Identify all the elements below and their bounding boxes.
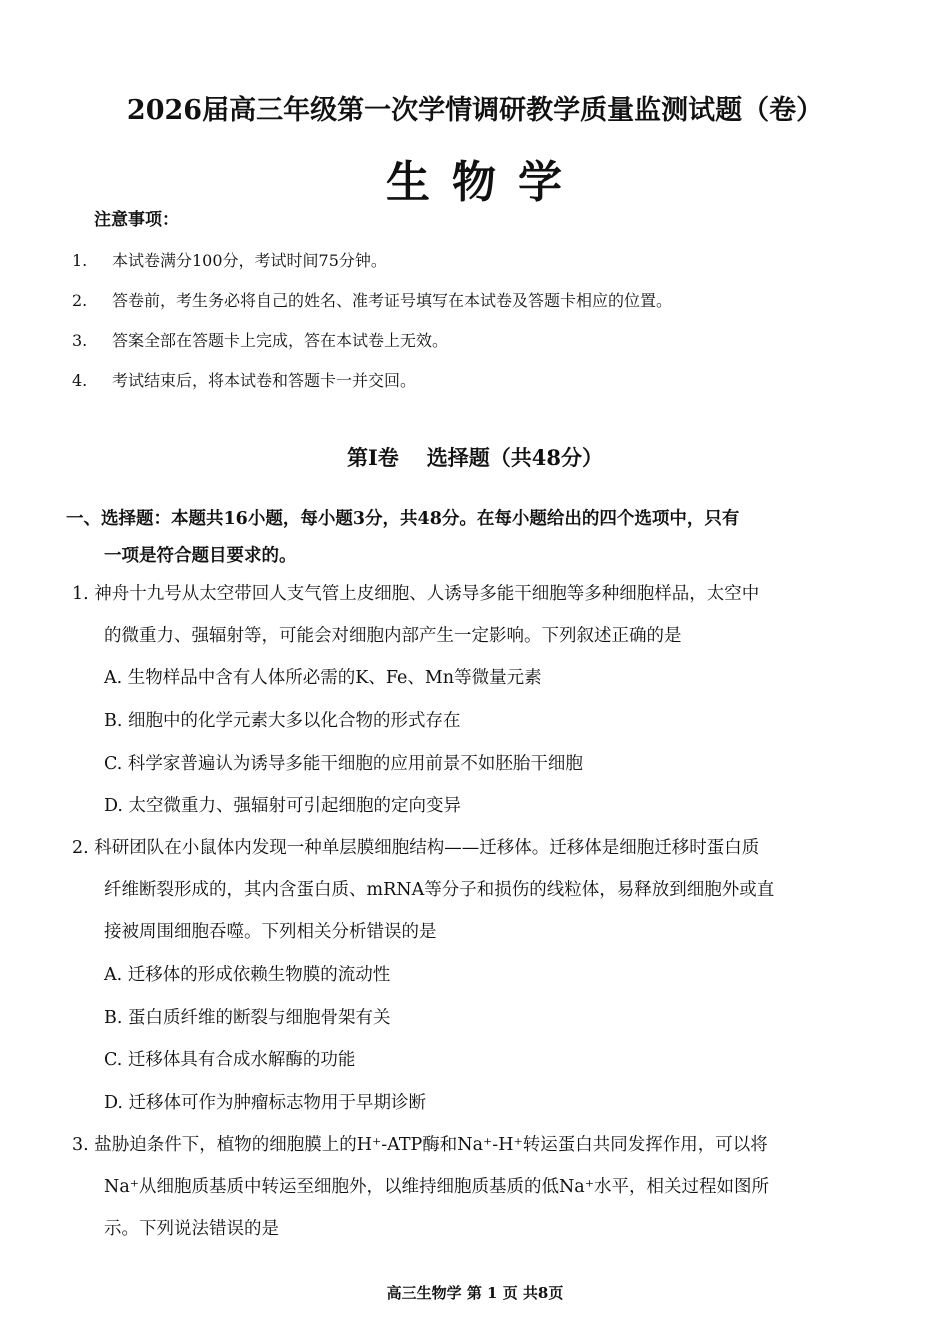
notice-item-text: 本试卷满分100分，考试时间75分钟。 bbox=[112, 251, 387, 270]
section-part-label: 第Ⅰ卷 bbox=[346, 445, 399, 470]
notice-item-text: 答卷前，考生务必将自己的姓名、准考证号填写在本试卷及答题卡相应的位置。 bbox=[112, 291, 673, 310]
question-1-stem: 的微重力、强辐射等，可能会对细胞内部产生一定影响。下列叙述正确的是 bbox=[104, 626, 682, 646]
question-3-stem: 示。下列说法错误的是 bbox=[104, 1219, 279, 1239]
question-2-option-c: C. 迁移体具有合成水解酶的功能 bbox=[104, 1050, 356, 1070]
notice-item-text: 答案全部在答题卡上完成，答在本试卷上无效。 bbox=[112, 331, 449, 350]
notice-item-number: 1. bbox=[72, 251, 88, 270]
page-footer: 高三生物学 第 1 页 共8页 bbox=[386, 1284, 564, 1302]
question-2-option-b: B. 蛋白质纤维的断裂与细胞骨架有关 bbox=[104, 1008, 391, 1028]
notice-item bbox=[72, 288, 672, 311]
question-1-option-d: D. 太空微重力、强辐射可引起细胞的定向变异 bbox=[104, 796, 462, 816]
question-1-option-a: A. 生物样品中含有人体所必需的K、Fe、Mn等微量元素 bbox=[104, 668, 542, 688]
notice-item-text: 考试结束后，将本试卷和答题卡一并交回。 bbox=[112, 371, 417, 390]
question-2-option-a: A. 迁移体的形成依赖生物膜的流动性 bbox=[104, 965, 391, 985]
section-heading bbox=[0, 442, 950, 472]
question-2-option-d: D. 迁移体可作为肿瘤标志物用于早期诊断 bbox=[104, 1093, 427, 1113]
notice-item-number: 2. bbox=[72, 291, 88, 310]
question-2-stem: 2. 科研团队在小鼠体内发现一种单层膜细胞结构——迁移体。迁移体是细胞迁移时蛋白质 bbox=[72, 838, 760, 858]
question-2-stem: 接被周围细胞吞噬。下列相关分析错误的是 bbox=[104, 922, 437, 942]
question-1-option-c: C. 科学家普遍认为诱导多能干细胞的应用前景不如胚胎干细胞 bbox=[104, 754, 583, 774]
question-1-stem: 1. 神舟十九号从太空带回人支气管上皮细胞、人诱导多能干细胞等多种细胞样品，太空中 bbox=[72, 584, 760, 604]
section-name: 选择题（共48分） bbox=[426, 445, 604, 470]
question-3-stem: Na⁺从细胞质基质中转运至细胞外，以维持细胞质基质的低Na⁺水平，相关过程如图所 bbox=[104, 1177, 769, 1197]
notice-item-number: 4. bbox=[72, 371, 88, 390]
notice-item bbox=[72, 368, 416, 391]
part-intro-line: 一项是符合题目要求的。 bbox=[104, 546, 297, 566]
notice-heading: 注意事项： bbox=[94, 210, 179, 230]
question-1-option-b: B. 细胞中的化学元素大多以化合物的形式存在 bbox=[104, 711, 461, 731]
part-intro-line: 一、选择题：本题共16小题，每小题3分，共48分。在每小题给出的四个选项中，只有 bbox=[66, 509, 740, 529]
notice-item bbox=[72, 328, 448, 351]
question-3-stem: 3. 盐胁迫条件下，植物的细胞膜上的H⁺-ATP酶和Na⁺-H⁺转运蛋白共同发挥作用，可以将 bbox=[72, 1135, 768, 1155]
exam-title: 2026届高三年级第一次学情调研教学质量监测试题（卷） bbox=[126, 95, 824, 126]
notice-item bbox=[72, 248, 387, 271]
notice-item-number: 3. bbox=[72, 331, 88, 350]
question-2-stem: 纤维断裂形成的，其内含蛋白质、mRNA等分子和损伤的线粒体，易释放到细胞外或直 bbox=[104, 880, 775, 900]
subject-title: 生物学 bbox=[386, 157, 584, 208]
